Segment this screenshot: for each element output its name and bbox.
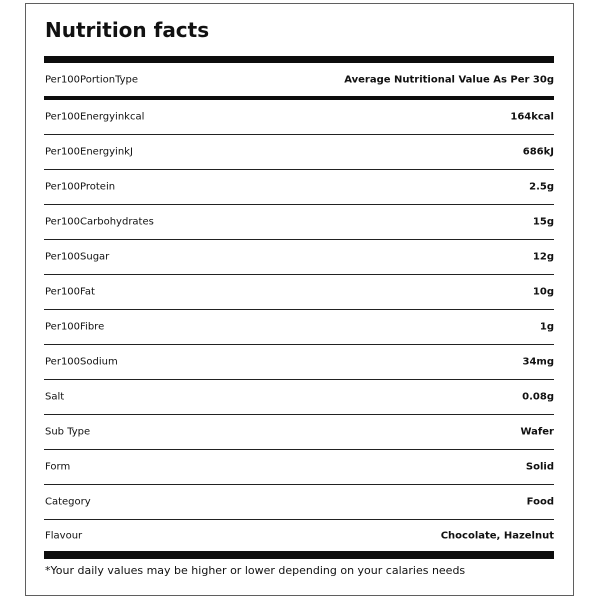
page-title: Nutrition facts (45, 18, 210, 42)
row-label: Form (45, 461, 71, 473)
nutrition-row (44, 205, 554, 240)
row-value: Wafer (520, 426, 554, 438)
row-value: 164kcal (510, 111, 554, 123)
row-label: Per100Energyinkcal (45, 111, 145, 123)
nutrition-row (44, 135, 554, 170)
row-value: Solid (525, 461, 554, 473)
row-value: 10g (532, 286, 554, 298)
nutrition-row (44, 345, 554, 380)
row-value: Chocolate, Hazelnut (440, 530, 554, 541)
nutrition-row (44, 450, 554, 485)
row-label: Per100Sodium (45, 356, 118, 368)
row-label: Flavour (45, 530, 83, 541)
row-label: Per100PortionType (45, 74, 139, 85)
row-label: Per100Fat (45, 286, 95, 298)
row-value: 1g (539, 321, 554, 333)
row-label: Sub Type (45, 426, 91, 438)
bottom-divider (44, 551, 554, 559)
nutrition-row (44, 415, 554, 450)
footnote: *Your daily values may be higher or lower depending on your calaries needs (45, 564, 466, 577)
row-label: Per100Protein (45, 181, 116, 193)
row-value: Average Nutritional Value As Per 30g (344, 74, 554, 85)
row-label: Per100Carbohydrates (45, 216, 154, 228)
row-value: 0.08g (522, 391, 554, 403)
portion-type-row (44, 63, 554, 96)
nutrition-row (44, 520, 554, 551)
nutrition-row (44, 240, 554, 275)
row-value: 34mg (522, 356, 554, 368)
row-label: Category (45, 496, 91, 508)
row-value: 2.5g (529, 181, 554, 193)
top-divider (44, 56, 554, 63)
row-label: Salt (45, 391, 65, 403)
nutrition-row (44, 170, 554, 205)
row-label: Per100EnergyinkJ (45, 146, 133, 158)
nutrition-row (44, 275, 554, 310)
nutrition-row (44, 485, 554, 520)
row-label: Per100Fibre (45, 321, 105, 333)
row-value: Food (526, 496, 554, 508)
nutrition-row (44, 310, 554, 345)
nutrition-row (44, 380, 554, 415)
row-value: 15g (532, 216, 554, 228)
nutrition-row (44, 100, 554, 135)
row-value: 12g (532, 251, 554, 263)
row-value: 686kJ (522, 146, 554, 158)
row-label: Per100Sugar (45, 251, 110, 263)
